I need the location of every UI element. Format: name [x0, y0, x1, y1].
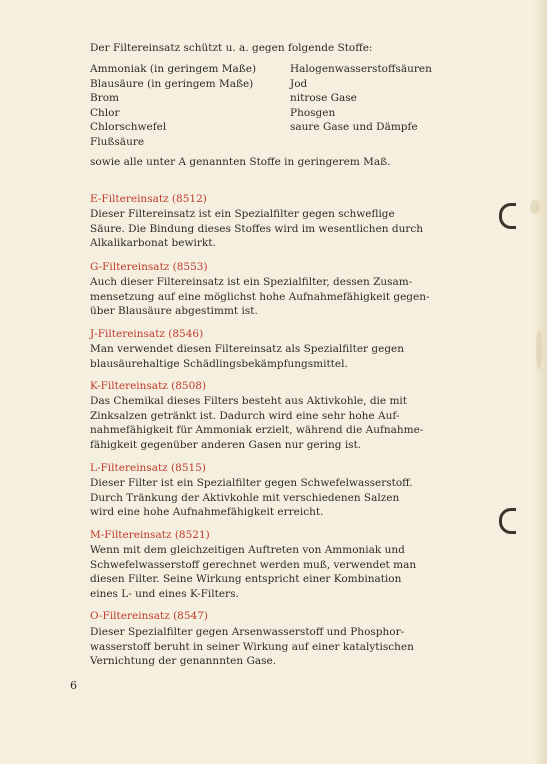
paper-stain [530, 200, 540, 214]
section-line: Dieser Filtereinsatz ist ein Spezialfilter gegen schweflige [90, 208, 395, 220]
section-line: Alkalikarbonat bewirkt. [90, 237, 216, 250]
page-edge-shading [533, 0, 547, 764]
section-body [90, 476, 446, 520]
section-body [90, 275, 446, 319]
substance-left: Flußsäure [90, 135, 145, 148]
section-line: fähigkeit gegenüber anderen Gasen nur gering ist. [90, 439, 362, 452]
substance-right: Phosgen [290, 106, 336, 119]
substance-left: Blausäure (in geringem Maße) [90, 77, 254, 90]
intro-text: Der Filtereinsatz schützt u. a. gegen folgende Stoffe: [90, 42, 373, 54]
section-line: mensetzung auf eine möglichst hohe Aufnahmefähigkeit gegen- [90, 290, 430, 303]
section-line: eines L- und eines K-Filters. [90, 588, 239, 601]
section-line: Zinksalzen getränkt ist. Dadurch wird eine sehr hohe Auf- [90, 409, 400, 422]
substance-right: nitrose Gase [290, 92, 357, 104]
section-heading: L-Filtereinsatz (8515) [90, 462, 206, 474]
section-line: Auch dieser Filtereinsatz ist ein Spezialfilter, dessen Zusam- [90, 276, 413, 288]
binder-hole-bottom [499, 508, 516, 534]
outro-text: sowie alle unter A genannten Stoffe in geringerem Maß. [90, 156, 391, 168]
section-line: wird eine hohe Aufnahmefähigkeit erreicht. [90, 506, 324, 519]
substance-right: Halogenwasserstoffsäuren [290, 63, 432, 75]
paper-stain [536, 330, 542, 370]
section-heading: M-Filtereinsatz (8521) [90, 529, 210, 541]
substance-left: Brom [90, 92, 120, 104]
section-body [90, 625, 446, 669]
section-line: diesen Filter. Seine Wirkung entspricht einer Kombination [90, 573, 402, 586]
section-line: Säure. Die Bindung dieses Stoffes wird im wesentlichen durch [90, 222, 424, 235]
section-body [90, 394, 446, 453]
section-line: Durch Tränkung der Aktivkohle mit verschiedenen Salzen [90, 491, 400, 504]
section-line: Schwefelwasserstoff gerechnet werden muß, verwendet man [90, 558, 417, 571]
binder-hole-top [499, 203, 516, 229]
section-line: Man verwendet diesen Filtereinsatz als Spezialfilter gegen [90, 343, 405, 355]
section-line: Dieser Filter ist ein Spezialfilter gegen Schwefelwasserstoff. [90, 477, 413, 489]
section-heading: E-Filtereinsatz (8512) [90, 193, 207, 205]
section-line: Wenn mit dem gleichzeitigen Auftreten von Ammoniak und [90, 544, 405, 556]
substance-right: Jod [290, 77, 308, 90]
section-body [90, 543, 446, 602]
section-body [90, 207, 446, 251]
substance-left: Ammoniak (in geringem Maße) [90, 63, 257, 75]
section-line: wasserstoff beruht in seiner Wirkung auf einer katalytischen [90, 640, 414, 653]
section-body [90, 342, 446, 371]
section-line: über Blausäure abgestimmt ist. [90, 305, 258, 318]
section-line: Vernichtung der genannnten Gase. [90, 655, 277, 668]
section-heading: J-Filtereinsatz (8546) [90, 328, 204, 340]
substance-left: Chlorschwefel [90, 121, 167, 133]
section-line: blausäurehaltige Schädlingsbekämpfungsmittel. [90, 357, 348, 370]
section-line: Dieser Spezialfilter gegen Arsenwasserstoff und Phosphor- [90, 626, 405, 638]
substance-right: saure Gase und Dämpfe [290, 121, 418, 133]
section-heading: K-Filtereinsatz (8508) [90, 380, 207, 392]
section-line: nahmefähigkeit für Ammoniak erzielt, während die Aufnahme- [90, 424, 424, 437]
section-heading: O-Filtereinsatz (8547) [90, 610, 208, 622]
section-heading: G-Filtereinsatz (8553) [90, 261, 208, 273]
section-line: Das Chemikal dieses Filters besteht aus Aktivkohle, die mit [90, 395, 407, 407]
substance-left: Chlor [90, 106, 120, 119]
page-number: 6 [70, 679, 77, 692]
